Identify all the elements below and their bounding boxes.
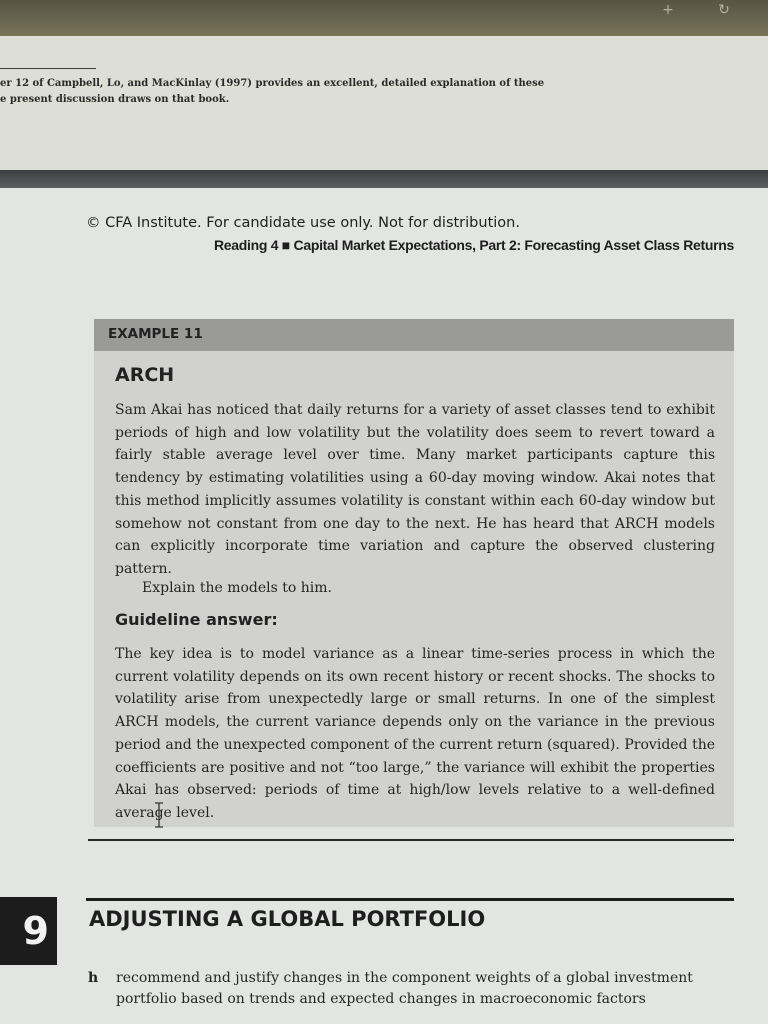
section-number: 9 (0, 897, 57, 965)
text-cursor-icon (153, 802, 165, 828)
example-ask: Explain the models to him. (142, 580, 333, 596)
footnote (0, 76, 760, 108)
footnote-divider (0, 68, 96, 69)
previous-page (0, 36, 768, 170)
example-title: ARCH (115, 364, 175, 386)
example-label: EXAMPLE 11 (108, 326, 203, 342)
section-title: ADJUSTING A GLOBAL PORTFOLIO (89, 907, 486, 931)
footnote-line: e present discussion draws on that book. (0, 94, 230, 105)
guideline-answer: The key idea is to model variance as a linear time-series process in which the current volatility depends on its own recent history or recent shocks. The shocks to volatility arise from unexpectedly large or small returns. In one of the simplest ARCH models, the current variance depends only on the variance in the previous period and the unexpected component of the current return (squared). Provided the coefficients are positive and not “too large,” the variance will exhibit the properties Akai has observed: periods of time at high/low levels relative to a well-defined average level. (115, 646, 715, 821)
guideline-label: Guideline answer: (115, 610, 278, 629)
example-bottom-rule (88, 839, 734, 841)
refresh-icon[interactable]: ↻ (718, 2, 730, 18)
example-question: Sam Akai has noticed that daily returns for a variety of asset classes tend to exhibit periods of high and low volatility but the volatility does seem to revert toward a fairly stable average level over time. Many market participants capture this tendency by estimating volatilities using a 60-day moving window. Akai notes that this method implicitly assumes volatility is constant within each 60-day window but somehow not constant from one day to the next. He has heard that ARCH models can explicitly incorporate time variation and capture the observed clustering pattern. (115, 402, 715, 577)
example-box (94, 319, 734, 827)
running-head: Reading 4 ■ Capital Market Expectations, Part 2: Forecasting Asset Class Returns (214, 237, 734, 253)
example-header (94, 319, 734, 351)
app-toolbar (0, 0, 768, 36)
los-letter: h (88, 970, 99, 986)
copyright-notice: © CFA Institute. For candidate use only. Not for distribution. (86, 215, 520, 231)
add-icon[interactable]: + (662, 2, 674, 18)
section-rule (86, 898, 734, 901)
los-text: recommend and justify changes in the component weights of a global investment portfolio based on trends and expected changes in macroeconomic factors (116, 970, 693, 1007)
page-separator (0, 170, 768, 188)
document-page (0, 188, 768, 1024)
footnote-line: er 12 of Campbell, Lo, and MacKinlay (1997) provides an excellent, detailed explanation of these (0, 78, 545, 89)
